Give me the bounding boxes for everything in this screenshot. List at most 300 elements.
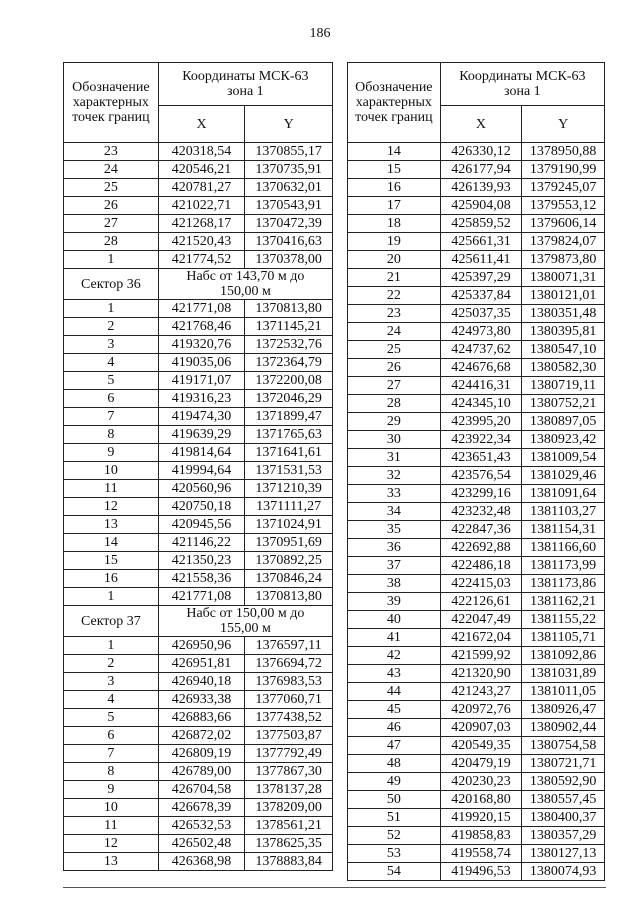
table-row bbox=[64, 462, 333, 480]
y-header: Y bbox=[245, 106, 333, 143]
table-row bbox=[64, 655, 333, 673]
point-number: 21 bbox=[348, 269, 441, 287]
point-number: 31 bbox=[348, 449, 441, 467]
point-number: 12 bbox=[64, 835, 159, 853]
x-coordinate: 425661,31 bbox=[440, 233, 522, 251]
table-row bbox=[64, 336, 333, 354]
table-row bbox=[348, 251, 605, 269]
point-number: 40 bbox=[348, 611, 441, 629]
y-coordinate: 1378209,00 bbox=[245, 799, 333, 817]
table-row bbox=[348, 215, 605, 233]
point-number: 2 bbox=[64, 655, 159, 673]
table-row bbox=[348, 719, 605, 737]
points-header bbox=[64, 63, 159, 143]
point-number: 51 bbox=[348, 809, 441, 827]
coordinates-header-line: Координаты МСК-63 bbox=[182, 69, 309, 84]
x-coordinate: 423922,34 bbox=[440, 431, 522, 449]
table-row bbox=[64, 251, 333, 269]
x-coordinate: 420750,18 bbox=[158, 498, 245, 516]
x-coordinate: 419320,76 bbox=[158, 336, 245, 354]
y-coordinate: 1377503,87 bbox=[245, 727, 333, 745]
points-header bbox=[348, 63, 441, 143]
sector-note-line: Набс от 143,70 м до bbox=[186, 269, 305, 284]
y-coordinate: 1379553,12 bbox=[522, 197, 605, 215]
y-coordinate: 1381173,86 bbox=[522, 575, 605, 593]
y-coordinate: 1379606,14 bbox=[522, 215, 605, 233]
y-coordinate: 1377060,71 bbox=[245, 691, 333, 709]
y-coordinate: 1371765,63 bbox=[245, 426, 333, 444]
x-coordinate: 420549,35 bbox=[440, 737, 522, 755]
table-row bbox=[64, 727, 333, 745]
y-coordinate: 1371111,27 bbox=[245, 498, 333, 516]
y-coordinate: 1372046,29 bbox=[245, 390, 333, 408]
x-coordinate: 419558,74 bbox=[440, 845, 522, 863]
x-coordinate: 421350,23 bbox=[158, 552, 245, 570]
coordinates-header bbox=[440, 63, 604, 106]
x-coordinate: 419994,64 bbox=[158, 462, 245, 480]
x-coordinate: 421771,08 bbox=[158, 588, 245, 606]
table-row bbox=[348, 521, 605, 539]
x-coordinate: 422415,03 bbox=[440, 575, 522, 593]
y-coordinate: 1380923,42 bbox=[522, 431, 605, 449]
coordinates-table-left bbox=[63, 62, 333, 871]
x-coordinate: 424737,62 bbox=[440, 341, 522, 359]
x-coordinate: 420907,03 bbox=[440, 719, 522, 737]
sector-row bbox=[64, 269, 333, 300]
point-number: 25 bbox=[348, 341, 441, 359]
y-coordinate: 1370472,39 bbox=[245, 215, 333, 233]
table-row bbox=[64, 570, 333, 588]
x-coordinate: 419035,06 bbox=[158, 354, 245, 372]
table-row bbox=[64, 354, 333, 372]
point-number: 42 bbox=[348, 647, 441, 665]
x-coordinate: 420479,19 bbox=[440, 755, 522, 773]
point-number: 20 bbox=[348, 251, 441, 269]
point-number: 4 bbox=[64, 691, 159, 709]
point-number: 16 bbox=[348, 179, 441, 197]
y-coordinate: 1372200,08 bbox=[245, 372, 333, 390]
point-number: 7 bbox=[64, 745, 159, 763]
table-row bbox=[64, 781, 333, 799]
y-coordinate: 1380926,47 bbox=[522, 701, 605, 719]
table-body bbox=[348, 143, 605, 881]
point-number: 8 bbox=[64, 763, 159, 781]
point-number: 13 bbox=[64, 516, 159, 534]
y-coordinate: 1380897,05 bbox=[522, 413, 605, 431]
point-number: 24 bbox=[348, 323, 441, 341]
x-coordinate: 421768,46 bbox=[158, 318, 245, 336]
points-header-line: характерных bbox=[355, 95, 432, 110]
x-coordinate: 421320,90 bbox=[440, 665, 522, 683]
table-row bbox=[348, 143, 605, 161]
x-coordinate: 424416,31 bbox=[440, 377, 522, 395]
table-row bbox=[348, 845, 605, 863]
table-row bbox=[348, 863, 605, 881]
point-number: 9 bbox=[64, 444, 159, 462]
x-coordinate: 426678,39 bbox=[158, 799, 245, 817]
table-row bbox=[64, 673, 333, 691]
point-number: 53 bbox=[348, 845, 441, 863]
table-row bbox=[348, 161, 605, 179]
point-number: 23 bbox=[348, 305, 441, 323]
table-row bbox=[64, 408, 333, 426]
point-number: 41 bbox=[348, 629, 441, 647]
point-number: 12 bbox=[64, 498, 159, 516]
x-header: X bbox=[440, 106, 522, 143]
point-number: 1 bbox=[64, 251, 159, 269]
table-row bbox=[348, 269, 605, 287]
y-coordinate: 1379824,07 bbox=[522, 233, 605, 251]
point-number: 32 bbox=[348, 467, 441, 485]
table-row bbox=[348, 629, 605, 647]
point-number: 7 bbox=[64, 408, 159, 426]
point-number: 9 bbox=[64, 781, 159, 799]
sector-note-line: 155,00 м bbox=[219, 621, 271, 636]
y-coordinate: 1381092,86 bbox=[522, 647, 605, 665]
x-coordinate: 426933,38 bbox=[158, 691, 245, 709]
y-coordinate: 1380071,31 bbox=[522, 269, 605, 287]
x-coordinate: 423995,20 bbox=[440, 413, 522, 431]
x-coordinate: 425337,84 bbox=[440, 287, 522, 305]
point-number: 14 bbox=[348, 143, 441, 161]
header-row bbox=[348, 63, 605, 106]
x-coordinate: 426872,02 bbox=[158, 727, 245, 745]
x-coordinate: 419171,07 bbox=[158, 372, 245, 390]
x-coordinate: 425037,35 bbox=[440, 305, 522, 323]
x-coordinate: 425904,08 bbox=[440, 197, 522, 215]
points-header-line: характерных bbox=[72, 95, 149, 110]
point-number: 15 bbox=[348, 161, 441, 179]
x-coordinate: 423651,43 bbox=[440, 449, 522, 467]
y-coordinate: 1378883,84 bbox=[245, 853, 333, 871]
x-coordinate: 422486,18 bbox=[440, 557, 522, 575]
y-coordinate: 1378561,21 bbox=[245, 817, 333, 835]
y-coordinate: 1376694,72 bbox=[245, 655, 333, 673]
table-row bbox=[348, 305, 605, 323]
x-coordinate: 422126,61 bbox=[440, 593, 522, 611]
x-coordinate: 421268,17 bbox=[158, 215, 245, 233]
point-number: 30 bbox=[348, 431, 441, 449]
point-number: 49 bbox=[348, 773, 441, 791]
y-coordinate: 1381091,64 bbox=[522, 485, 605, 503]
y-coordinate: 1380719,11 bbox=[522, 377, 605, 395]
x-coordinate: 421243,27 bbox=[440, 683, 522, 701]
table-row bbox=[348, 503, 605, 521]
point-number: 47 bbox=[348, 737, 441, 755]
point-number: 5 bbox=[64, 372, 159, 390]
x-coordinate: 426950,96 bbox=[158, 637, 245, 655]
point-number: 19 bbox=[348, 233, 441, 251]
sector-height-note bbox=[158, 606, 332, 637]
x-coordinate: 426532,53 bbox=[158, 817, 245, 835]
table-row bbox=[348, 233, 605, 251]
x-coordinate: 425397,29 bbox=[440, 269, 522, 287]
point-number: 16 bbox=[64, 570, 159, 588]
y-coordinate: 1380074,93 bbox=[522, 863, 605, 881]
x-coordinate: 419858,83 bbox=[440, 827, 522, 845]
y-coordinate: 1380127,13 bbox=[522, 845, 605, 863]
table-row bbox=[64, 215, 333, 233]
point-number: 2 bbox=[64, 318, 159, 336]
y-coordinate: 1370378,00 bbox=[245, 251, 333, 269]
point-number: 37 bbox=[348, 557, 441, 575]
table-row bbox=[64, 691, 333, 709]
table-row bbox=[64, 552, 333, 570]
y-coordinate: 1371024,91 bbox=[245, 516, 333, 534]
y-coordinate: 1381155,22 bbox=[522, 611, 605, 629]
x-coordinate: 419639,29 bbox=[158, 426, 245, 444]
point-number: 11 bbox=[64, 817, 159, 835]
y-coordinate: 1381011,05 bbox=[522, 683, 605, 701]
y-coordinate: 1380395,81 bbox=[522, 323, 605, 341]
sector-name: Сектор 36 bbox=[64, 269, 159, 300]
y-coordinate: 1376983,53 bbox=[245, 673, 333, 691]
point-number: 14 bbox=[64, 534, 159, 552]
x-coordinate: 426704,58 bbox=[158, 781, 245, 799]
y-coordinate: 1370813,80 bbox=[245, 300, 333, 318]
x-coordinate: 420560,96 bbox=[158, 480, 245, 498]
point-number: 28 bbox=[64, 233, 159, 251]
y-coordinate: 1381029,46 bbox=[522, 467, 605, 485]
point-number: 6 bbox=[64, 727, 159, 745]
x-coordinate: 419474,30 bbox=[158, 408, 245, 426]
table-row bbox=[348, 395, 605, 413]
point-number: 1 bbox=[64, 637, 159, 655]
y-coordinate: 1371641,61 bbox=[245, 444, 333, 462]
y-coordinate: 1370846,24 bbox=[245, 570, 333, 588]
x-coordinate: 426368,98 bbox=[158, 853, 245, 871]
table-row bbox=[348, 737, 605, 755]
table-row bbox=[64, 516, 333, 534]
table-row bbox=[64, 799, 333, 817]
sector-note-line: 150,00 м bbox=[219, 284, 271, 299]
table-row bbox=[348, 647, 605, 665]
point-number: 45 bbox=[348, 701, 441, 719]
table-row bbox=[348, 179, 605, 197]
points-header-line: точек границ bbox=[355, 110, 433, 125]
x-coordinate: 420546,21 bbox=[158, 161, 245, 179]
point-number: 33 bbox=[348, 485, 441, 503]
point-number: 3 bbox=[64, 673, 159, 691]
point-number: 35 bbox=[348, 521, 441, 539]
table-row bbox=[348, 791, 605, 809]
x-coordinate: 421022,71 bbox=[158, 197, 245, 215]
table-row bbox=[348, 467, 605, 485]
table-row bbox=[64, 745, 333, 763]
point-number: 26 bbox=[348, 359, 441, 377]
x-coordinate: 426951,81 bbox=[158, 655, 245, 673]
points-header-line: точек границ bbox=[72, 110, 150, 125]
y-coordinate: 1380721,71 bbox=[522, 755, 605, 773]
x-coordinate: 420972,76 bbox=[440, 701, 522, 719]
y-coordinate: 1378950,88 bbox=[522, 143, 605, 161]
y-coordinate: 1370632,01 bbox=[245, 179, 333, 197]
x-coordinate: 419496,53 bbox=[440, 863, 522, 881]
point-number: 50 bbox=[348, 791, 441, 809]
y-coordinate: 1380357,29 bbox=[522, 827, 605, 845]
x-coordinate: 419814,64 bbox=[158, 444, 245, 462]
coordinates-table-right bbox=[347, 62, 605, 881]
y-coordinate: 1370855,17 bbox=[245, 143, 333, 161]
table-row bbox=[348, 359, 605, 377]
y-coordinate: 1381031,89 bbox=[522, 665, 605, 683]
x-coordinate: 419920,15 bbox=[440, 809, 522, 827]
point-number: 26 bbox=[64, 197, 159, 215]
table-row bbox=[348, 287, 605, 305]
table-row bbox=[348, 665, 605, 683]
points-header-line: Обозначение bbox=[72, 80, 150, 95]
y-coordinate: 1377438,52 bbox=[245, 709, 333, 727]
x-coordinate: 421146,22 bbox=[158, 534, 245, 552]
table-row bbox=[348, 449, 605, 467]
table-row bbox=[64, 835, 333, 853]
coordinates-header-line: зона 1 bbox=[227, 84, 264, 99]
point-number: 54 bbox=[348, 863, 441, 881]
point-number: 52 bbox=[348, 827, 441, 845]
y-coordinate: 1370951,69 bbox=[245, 534, 333, 552]
y-coordinate: 1370416,63 bbox=[245, 233, 333, 251]
table-row bbox=[348, 593, 605, 611]
point-number: 8 bbox=[64, 426, 159, 444]
point-number: 1 bbox=[64, 300, 159, 318]
y-coordinate: 1381162,21 bbox=[522, 593, 605, 611]
table-row bbox=[64, 143, 333, 161]
y-coordinate: 1379873,80 bbox=[522, 251, 605, 269]
y-coordinate: 1381105,71 bbox=[522, 629, 605, 647]
point-number: 46 bbox=[348, 719, 441, 737]
table-row bbox=[348, 377, 605, 395]
table-row bbox=[348, 539, 605, 557]
y-coordinate: 1380400,37 bbox=[522, 809, 605, 827]
table-row bbox=[64, 588, 333, 606]
y-coordinate: 1379190,99 bbox=[522, 161, 605, 179]
table-row bbox=[348, 827, 605, 845]
table-row bbox=[64, 498, 333, 516]
table-row bbox=[64, 763, 333, 781]
x-coordinate: 426809,19 bbox=[158, 745, 245, 763]
y-coordinate: 1380754,58 bbox=[522, 737, 605, 755]
table-row bbox=[64, 197, 333, 215]
y-coordinate: 1380902,44 bbox=[522, 719, 605, 737]
y-coordinate: 1372532,76 bbox=[245, 336, 333, 354]
x-coordinate: 426940,18 bbox=[158, 673, 245, 691]
x-coordinate: 424973,80 bbox=[440, 323, 522, 341]
table-row bbox=[64, 817, 333, 835]
table-row bbox=[348, 413, 605, 431]
point-number: 4 bbox=[64, 354, 159, 372]
point-number: 36 bbox=[348, 539, 441, 557]
y-coordinate: 1380547,10 bbox=[522, 341, 605, 359]
x-coordinate: 424676,68 bbox=[440, 359, 522, 377]
point-number: 1 bbox=[64, 588, 159, 606]
table-row bbox=[348, 197, 605, 215]
point-number: 44 bbox=[348, 683, 441, 701]
point-number: 10 bbox=[64, 799, 159, 817]
table-row bbox=[348, 323, 605, 341]
y-coordinate: 1381173,99 bbox=[522, 557, 605, 575]
y-header: Y bbox=[522, 106, 605, 143]
table-row bbox=[64, 853, 333, 871]
table-row bbox=[348, 485, 605, 503]
x-coordinate: 424345,10 bbox=[440, 395, 522, 413]
x-coordinate: 421672,04 bbox=[440, 629, 522, 647]
table-row bbox=[64, 372, 333, 390]
sector-note-line: Набс от 150,00 м до bbox=[186, 606, 305, 621]
y-coordinate: 1381009,54 bbox=[522, 449, 605, 467]
table-row bbox=[348, 755, 605, 773]
page-bottom-rule bbox=[63, 887, 606, 888]
point-number: 29 bbox=[348, 413, 441, 431]
page-number: 186 bbox=[309, 26, 331, 41]
y-coordinate: 1370735,91 bbox=[245, 161, 333, 179]
x-coordinate: 426502,48 bbox=[158, 835, 245, 853]
y-coordinate: 1380557,45 bbox=[522, 791, 605, 809]
coordinates-header-line: зона 1 bbox=[504, 84, 541, 99]
point-number: 11 bbox=[64, 480, 159, 498]
y-coordinate: 1380582,30 bbox=[522, 359, 605, 377]
point-number: 28 bbox=[348, 395, 441, 413]
point-number: 43 bbox=[348, 665, 441, 683]
point-number: 39 bbox=[348, 593, 441, 611]
x-coordinate: 425611,41 bbox=[440, 251, 522, 269]
point-number: 13 bbox=[64, 853, 159, 871]
y-coordinate: 1376597,11 bbox=[245, 637, 333, 655]
sector-height-note bbox=[158, 269, 332, 300]
table-row bbox=[348, 611, 605, 629]
x-coordinate: 420230,23 bbox=[440, 773, 522, 791]
coordinates-header bbox=[158, 63, 332, 106]
point-number: 34 bbox=[348, 503, 441, 521]
x-coordinate: 419316,23 bbox=[158, 390, 245, 408]
table-row bbox=[64, 637, 333, 655]
x-coordinate: 423232,48 bbox=[440, 503, 522, 521]
point-number: 38 bbox=[348, 575, 441, 593]
y-coordinate: 1371210,39 bbox=[245, 480, 333, 498]
y-coordinate: 1379245,07 bbox=[522, 179, 605, 197]
y-coordinate: 1378137,28 bbox=[245, 781, 333, 799]
point-number: 5 bbox=[64, 709, 159, 727]
x-coordinate: 421558,36 bbox=[158, 570, 245, 588]
table-row bbox=[64, 480, 333, 498]
table-row bbox=[64, 709, 333, 727]
table-row bbox=[64, 444, 333, 462]
table-row bbox=[348, 701, 605, 719]
table-row bbox=[348, 773, 605, 791]
point-number: 17 bbox=[348, 197, 441, 215]
x-coordinate: 420318,54 bbox=[158, 143, 245, 161]
y-coordinate: 1380351,48 bbox=[522, 305, 605, 323]
table-body bbox=[64, 143, 333, 871]
y-coordinate: 1370813,80 bbox=[245, 588, 333, 606]
y-coordinate: 1377792,49 bbox=[245, 745, 333, 763]
y-coordinate: 1378625,35 bbox=[245, 835, 333, 853]
x-coordinate: 426139,93 bbox=[440, 179, 522, 197]
points-header-line: Обозначение bbox=[355, 80, 433, 95]
sector-row bbox=[64, 606, 333, 637]
x-coordinate: 420781,27 bbox=[158, 179, 245, 197]
y-coordinate: 1370892,25 bbox=[245, 552, 333, 570]
x-coordinate: 421774,52 bbox=[158, 251, 245, 269]
y-coordinate: 1380592,90 bbox=[522, 773, 605, 791]
table-row bbox=[64, 179, 333, 197]
table-row bbox=[348, 557, 605, 575]
x-coordinate: 420168,80 bbox=[440, 791, 522, 809]
x-coordinate: 426789,00 bbox=[158, 763, 245, 781]
x-coordinate: 421520,43 bbox=[158, 233, 245, 251]
y-coordinate: 1371899,47 bbox=[245, 408, 333, 426]
y-coordinate: 1380121,01 bbox=[522, 287, 605, 305]
y-coordinate: 1381103,27 bbox=[522, 503, 605, 521]
